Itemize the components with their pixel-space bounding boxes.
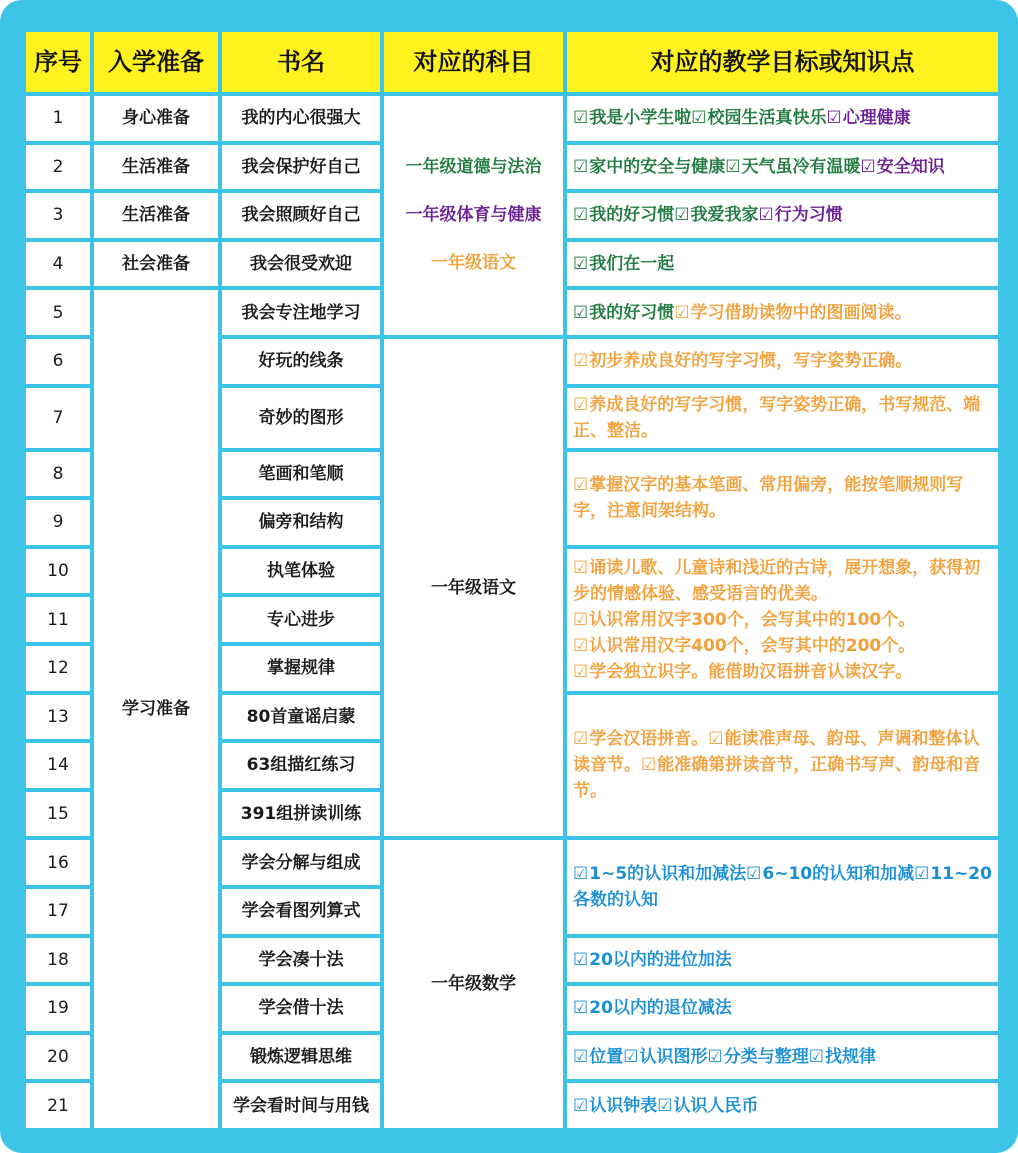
book-cell: 学会看时间与用钱 — [222, 1083, 380, 1128]
row-number: 10 — [26, 549, 90, 594]
goal-item: ☑ 诵读儿歌、儿童诗和浅近的古诗，展开想象，获得初步的情感体验、感受语言的优美。 — [573, 555, 992, 607]
subject-moral: 一年级道德与法治 — [405, 157, 542, 178]
goal-item: ☑ 认识钟表 — [573, 1096, 657, 1116]
goal-cell — [567, 986, 998, 1031]
book-cell: 63组描红练习 — [222, 743, 380, 788]
prep-cell: 生活准备 — [94, 145, 218, 190]
row-number: 13 — [26, 695, 90, 740]
goal-item: ☑ 能读准声母、韵母、声调和整体认读音节。 — [573, 729, 980, 775]
prep-cell: 身心准备 — [94, 96, 218, 141]
goal-item: ☑ 认识常用汉字400个，会写其中的200个。 — [573, 633, 992, 659]
goal-item: ☑ 学习借助读物中的图画阅读。 — [674, 303, 911, 323]
row-number: 18 — [26, 938, 90, 983]
row-number: 3 — [26, 193, 90, 238]
goal-cell — [567, 339, 998, 384]
book-cell: 我会照顾好自己 — [222, 193, 380, 238]
book-cell: 学会凑十法 — [222, 938, 380, 983]
row-number: 19 — [26, 986, 90, 1031]
goal-cell — [567, 193, 998, 238]
goal-item: ☑ 位置 — [573, 1047, 623, 1067]
book-cell: 我会很受欢迎 — [222, 242, 380, 287]
header-row — [26, 32, 998, 92]
row-number: 6 — [26, 339, 90, 384]
goal-item: ☑ 认识图形 — [623, 1047, 707, 1067]
book-cell: 掌握规律 — [222, 646, 380, 691]
subject-cell-moral-pe-chinese — [384, 96, 563, 335]
book-cell: 奇妙的图形 — [222, 388, 380, 448]
goal-item: ☑ 我们在一起 — [573, 254, 674, 274]
goal-item: ☑ 找规律 — [809, 1047, 876, 1067]
curriculum-table — [22, 28, 1002, 1132]
goal-item: ☑ 养成良好的写字习惯，写字姿势正确，书写规范、端正、整洁。 — [573, 395, 980, 441]
goal-item: ☑ 我是小学生啦 — [573, 108, 691, 128]
book-cell: 好玩的线条 — [222, 339, 380, 384]
book-cell: 偏旁和结构 — [222, 500, 380, 545]
goal-cell — [567, 145, 998, 190]
goal-item: ☑ 行为习惯 — [759, 205, 843, 225]
book-cell: 391组拼读训练 — [222, 792, 380, 837]
row-number: 2 — [26, 145, 90, 190]
goal-cell — [567, 1083, 998, 1128]
subject-pe: 一年级体育与健康 — [405, 205, 542, 226]
book-cell: 锻炼逻辑思维 — [222, 1035, 380, 1080]
header-subject: 对应的科目 — [384, 32, 563, 92]
goal-cell — [567, 938, 998, 983]
goal-item: ☑ 学会汉语拼音。 — [573, 729, 708, 749]
goal-cell — [567, 695, 998, 837]
goal-cell — [567, 388, 998, 448]
goal-cell — [567, 96, 998, 141]
row-number: 8 — [26, 452, 90, 497]
header-book: 书名 — [222, 32, 380, 92]
goal-item: ☑ 安全知识 — [861, 157, 945, 177]
header-no: 序号 — [26, 32, 90, 92]
row-number: 1 — [26, 96, 90, 141]
goal-item: ☑ 我的好习惯 — [573, 205, 674, 225]
row-number: 5 — [26, 290, 90, 335]
book-cell: 80首童谣启蒙 — [222, 695, 380, 740]
goal-item: ☑ 20以内的进位加法 — [573, 950, 732, 970]
prep-cell: 生活准备 — [94, 193, 218, 238]
goal-item: ☑ 认识常用汉字300个，会写其中的100个。 — [573, 607, 992, 633]
row-number: 4 — [26, 242, 90, 287]
row-number: 17 — [26, 889, 90, 934]
book-cell: 执笔体验 — [222, 549, 380, 594]
subject-chinese: 一年级语文 — [431, 253, 516, 274]
book-cell: 专心进步 — [222, 597, 380, 642]
goal-item: ☑ 天气虽冷有温暖 — [725, 157, 860, 177]
row-number: 14 — [26, 743, 90, 788]
goal-item: ☑ 我的好习惯 — [573, 303, 674, 323]
goal-item: ☑ 心理健康 — [827, 108, 911, 128]
prep-cell-learning: 学习准备 — [94, 290, 218, 1128]
header-goal: 对应的教学目标或知识点 — [567, 32, 998, 92]
subject-chinese-cell: 一年级语文 — [384, 339, 563, 836]
row-number: 7 — [26, 388, 90, 448]
header-prep: 入学准备 — [94, 32, 218, 92]
table-row — [26, 96, 998, 141]
goal-item: ☑ 6~10的认知和加减 — [746, 864, 914, 884]
subject-math-cell: 一年级数学 — [384, 840, 563, 1128]
goal-cell — [567, 242, 998, 287]
prep-cell: 社会准备 — [94, 242, 218, 287]
goal-item: ☑ 分类与整理 — [708, 1047, 809, 1067]
row-number: 9 — [26, 500, 90, 545]
row-number: 20 — [26, 1035, 90, 1080]
book-cell: 学会分解与组成 — [222, 840, 380, 885]
goal-item: ☑ 1~5的认识和加减法 — [573, 864, 746, 884]
book-cell: 我会专注地学习 — [222, 290, 380, 335]
goal-item: ☑ 学会独立识字。能借助汉语拼音认读汉字。 — [573, 659, 992, 685]
goal-cell — [567, 452, 998, 545]
goal-item: ☑ 校园生活真快乐 — [691, 108, 826, 128]
goal-item: ☑ 11~20各数的认知 — [573, 864, 992, 910]
row-number: 16 — [26, 840, 90, 885]
book-cell: 我的内心很强大 — [222, 96, 380, 141]
goal-item: ☑ 掌握汉字的基本笔画、常用偏旁，能按笔顺规则写字，注意间架结构。 — [573, 475, 963, 521]
book-cell: 学会看图列算式 — [222, 889, 380, 934]
row-number: 21 — [26, 1083, 90, 1128]
row-number: 11 — [26, 597, 90, 642]
row-number: 12 — [26, 646, 90, 691]
goal-cell — [567, 840, 998, 933]
book-cell: 我会保护好自己 — [222, 145, 380, 190]
goal-item: ☑ 20以内的退位减法 — [573, 998, 732, 1018]
book-cell: 笔画和笔顺 — [222, 452, 380, 497]
book-cell: 学会借十法 — [222, 986, 380, 1031]
goal-item: ☑ 能准确第拼读音节，正确书写声、韵母和音节。 — [573, 755, 980, 801]
goal-cell — [567, 290, 998, 335]
goal-item: ☑ 我爱我家 — [674, 205, 758, 225]
goal-item: ☑ 初步养成良好的写字习惯，写字姿势正确。 — [573, 351, 912, 371]
row-number: 15 — [26, 792, 90, 837]
goal-item: ☑ 家中的安全与健康 — [573, 157, 725, 177]
goal-item: ☑ 认识人民币 — [657, 1096, 758, 1116]
goal-cell — [567, 549, 998, 691]
goal-cell — [567, 1035, 998, 1080]
